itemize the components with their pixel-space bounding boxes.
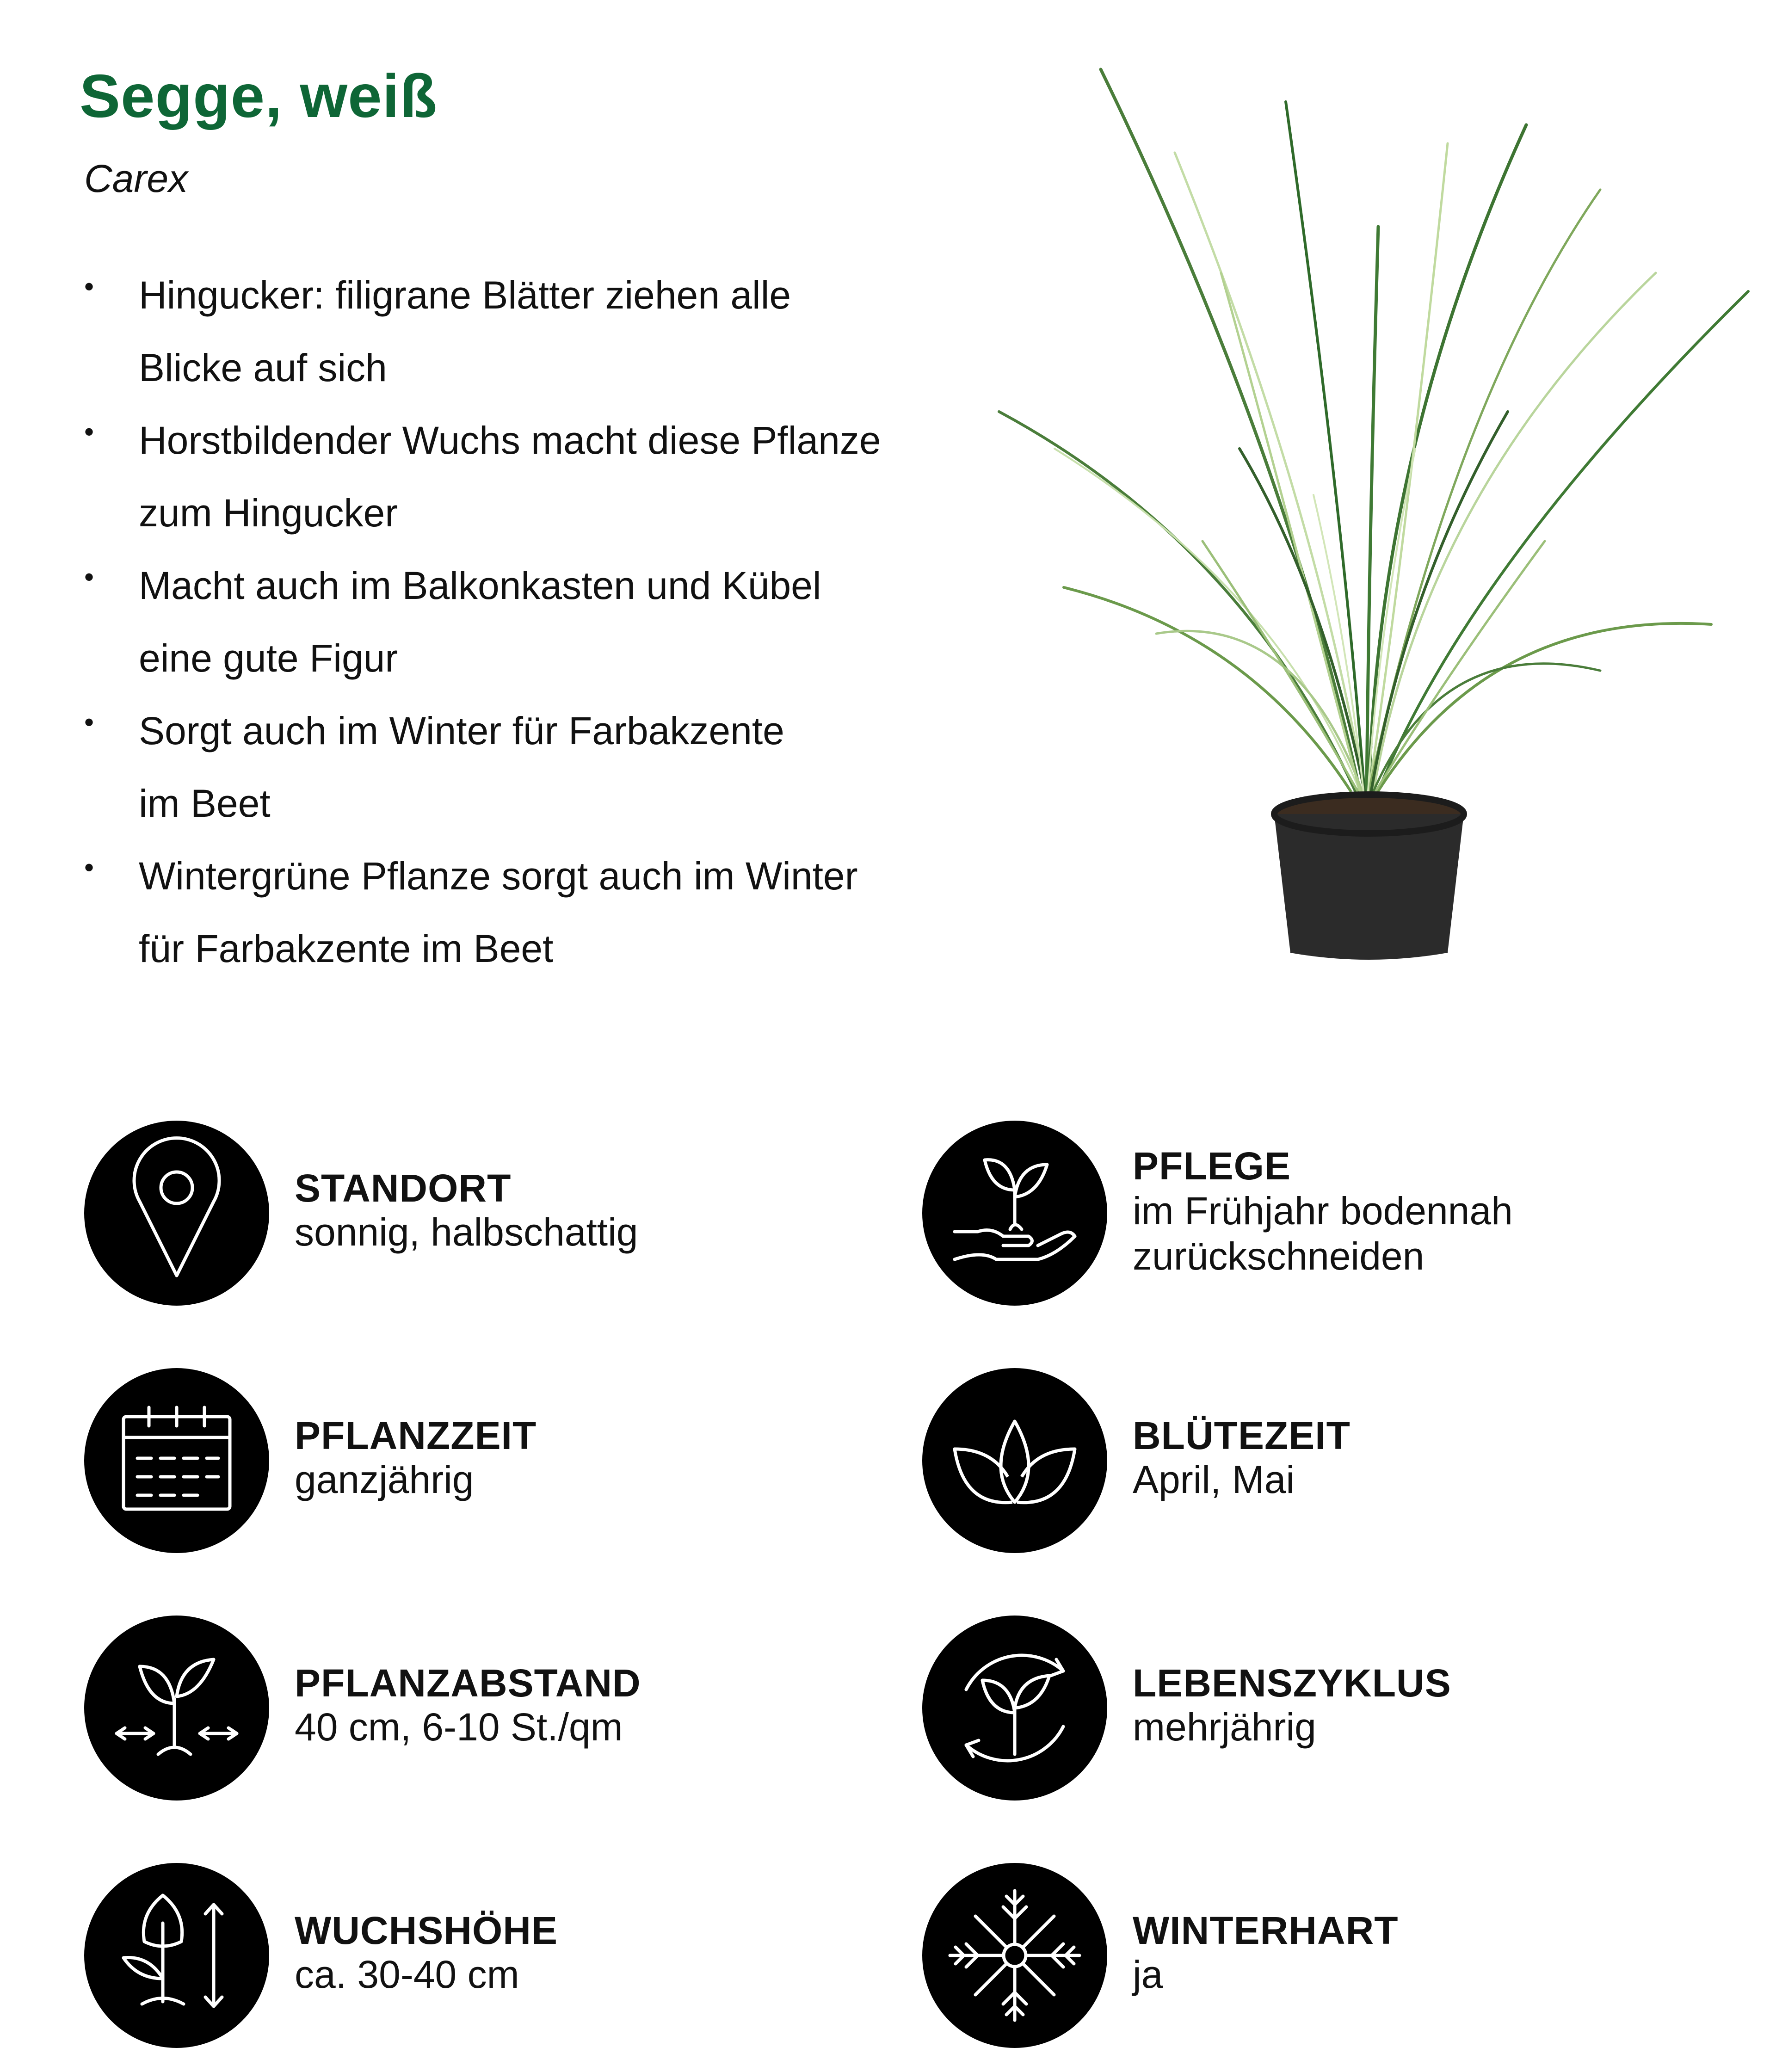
feature-value: ja	[1133, 1953, 1163, 1996]
bullet-item	[79, 404, 957, 549]
feature-label: PFLEGE	[1133, 1144, 1291, 1188]
feature-wuchshoehe	[84, 1863, 870, 2048]
lifecycle-icon	[922, 1616, 1107, 1801]
feature-pflanzabstand	[84, 1616, 870, 1801]
feature-label: PFLANZZEIT	[295, 1414, 537, 1457]
feature-label: PFLANZABSTAND	[295, 1661, 641, 1705]
feature-label: LEBENSZYKLUS	[1133, 1661, 1451, 1705]
feature-value: zurückschneiden	[1133, 1234, 1424, 1278]
location-pin-icon	[84, 1121, 269, 1306]
bullet-dot: •	[84, 852, 94, 883]
product-title: Segge, weiß	[80, 62, 438, 130]
bullet-line: für Farbakzente im Beet	[139, 927, 554, 970]
bullet-line: Wintergrüne Pflanze sorgt auch im Winter	[139, 854, 858, 898]
feature-value: April, Mai	[1133, 1458, 1295, 1501]
feature-label: STANDORT	[295, 1166, 512, 1210]
bullet-item	[79, 259, 957, 404]
bullet-line: im Beet	[139, 782, 271, 825]
feature-pflege	[922, 1121, 1708, 1306]
feature-value: 40 cm, 6-10 St./qm	[295, 1705, 623, 1749]
plant-height-icon	[84, 1863, 269, 2048]
bullet-dot: •	[84, 707, 94, 738]
feature-value: ganzjährig	[295, 1458, 474, 1501]
feature-value: im Frühjahr bodennah	[1133, 1189, 1513, 1233]
calendar-icon	[84, 1368, 269, 1553]
bullet-line: Hingucker: filigrane Blätter ziehen alle	[139, 273, 791, 317]
feature-value: ca. 30-40 cm	[295, 1953, 519, 1996]
feature-standort	[84, 1121, 870, 1306]
feature-bluetezeit	[922, 1368, 1708, 1553]
feature-lebenszyklus	[922, 1616, 1708, 1801]
feature-label: WINTERHART	[1133, 1909, 1399, 1952]
feature-label: BLÜTEZEIT	[1133, 1414, 1350, 1457]
bullet-line: zum Hingucker	[139, 491, 398, 535]
grass-blades	[999, 69, 1748, 791]
bullet-line: Sorgt auch im Winter für Farbakzente	[139, 709, 784, 752]
bullet-line: Blicke auf sich	[139, 346, 387, 389]
feature-label: WUCHSHÖHE	[295, 1909, 558, 1952]
plant-image	[962, 32, 1758, 976]
feature-pflanzzeit	[84, 1368, 870, 1553]
bullet-line: Horstbildender Wuchs macht diese Pflanze	[139, 419, 881, 462]
botanical-name: Carex	[84, 157, 188, 200]
bullet-dot: •	[84, 416, 94, 447]
bullet-dot: •	[84, 561, 94, 592]
bullet-item	[79, 549, 957, 695]
feature-value: sonnig, halbschattig	[295, 1210, 638, 1254]
snowflake-icon	[922, 1863, 1107, 2048]
hand-seedling-icon	[922, 1121, 1107, 1306]
feature-value: mehrjährig	[1133, 1705, 1316, 1749]
bullet-item	[79, 695, 957, 840]
bullet-line: eine gute Figur	[139, 636, 398, 680]
bullet-item	[79, 840, 957, 985]
seedling-spacing-icon	[84, 1616, 269, 1801]
bullet-line: Macht auch im Balkonkasten und Kübel	[139, 564, 821, 607]
lotus-flower-icon	[922, 1368, 1107, 1553]
bullet-dot: •	[84, 271, 94, 302]
feature-winterhart	[922, 1863, 1708, 2048]
feature-bullet-list	[79, 259, 957, 985]
